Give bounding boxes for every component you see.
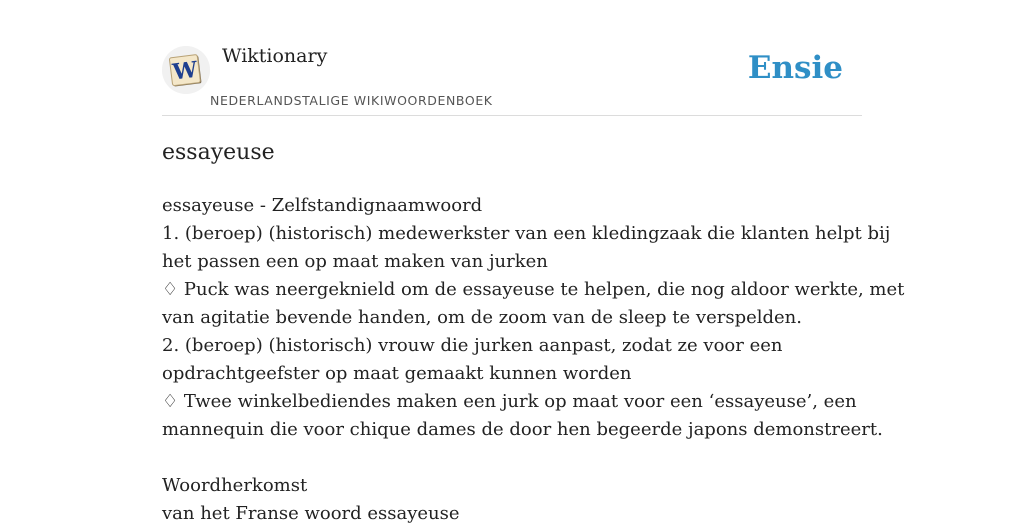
ensie-brand-logo[interactable]: Ensie [747, 50, 843, 86]
logo-letter: W [171, 56, 199, 86]
site-subtitle: NEDERLANDSTALIGE WIKIWOORDENBOEK [210, 93, 493, 108]
site-title[interactable]: Wiktionary [222, 45, 328, 67]
page-title: essayeuse [162, 140, 275, 165]
example-1-line-1: ♢ Puck was neergeknield om de essayeuse te helpen, die nog aldoor werkte, met [162, 279, 905, 300]
definition-2-line-2: opdrachtgeefster op maat gemaakt kunnen worden [162, 363, 632, 384]
wiktionary-logo-icon[interactable] [162, 46, 210, 94]
etymology-text: van het Franse woord essayeuse [162, 503, 460, 524]
example-2-line-2: mannequin die voor chique dames de door hen begeerde japons demonstreert. [162, 419, 883, 440]
definition-1-line-1: 1. (beroep) (historisch) medewerkster van een kledingzaak die klanten helpt bij [162, 223, 891, 244]
example-1-line-2: van agitatie bevende handen, om de zoom van de sleep te verspelden. [162, 307, 802, 328]
site-header [162, 0, 862, 116]
etymology-heading: Woordherkomst [162, 475, 308, 496]
definition-1-line-2: het passen een op maat maken van jurken [162, 251, 548, 272]
definition-heading: essayeuse - Zelfstandignaamwoord [162, 195, 483, 216]
example-2-line-1: ♢ Twee winkelbediendes maken een jurk op maat voor een ‘essayeuse’, een [162, 391, 857, 412]
article-body [162, 192, 905, 528]
definition-2-line-1: 2. (beroep) (historisch) vrouw die jurken aanpast, zodat ze voor een [162, 335, 783, 356]
spacer [162, 444, 862, 472]
